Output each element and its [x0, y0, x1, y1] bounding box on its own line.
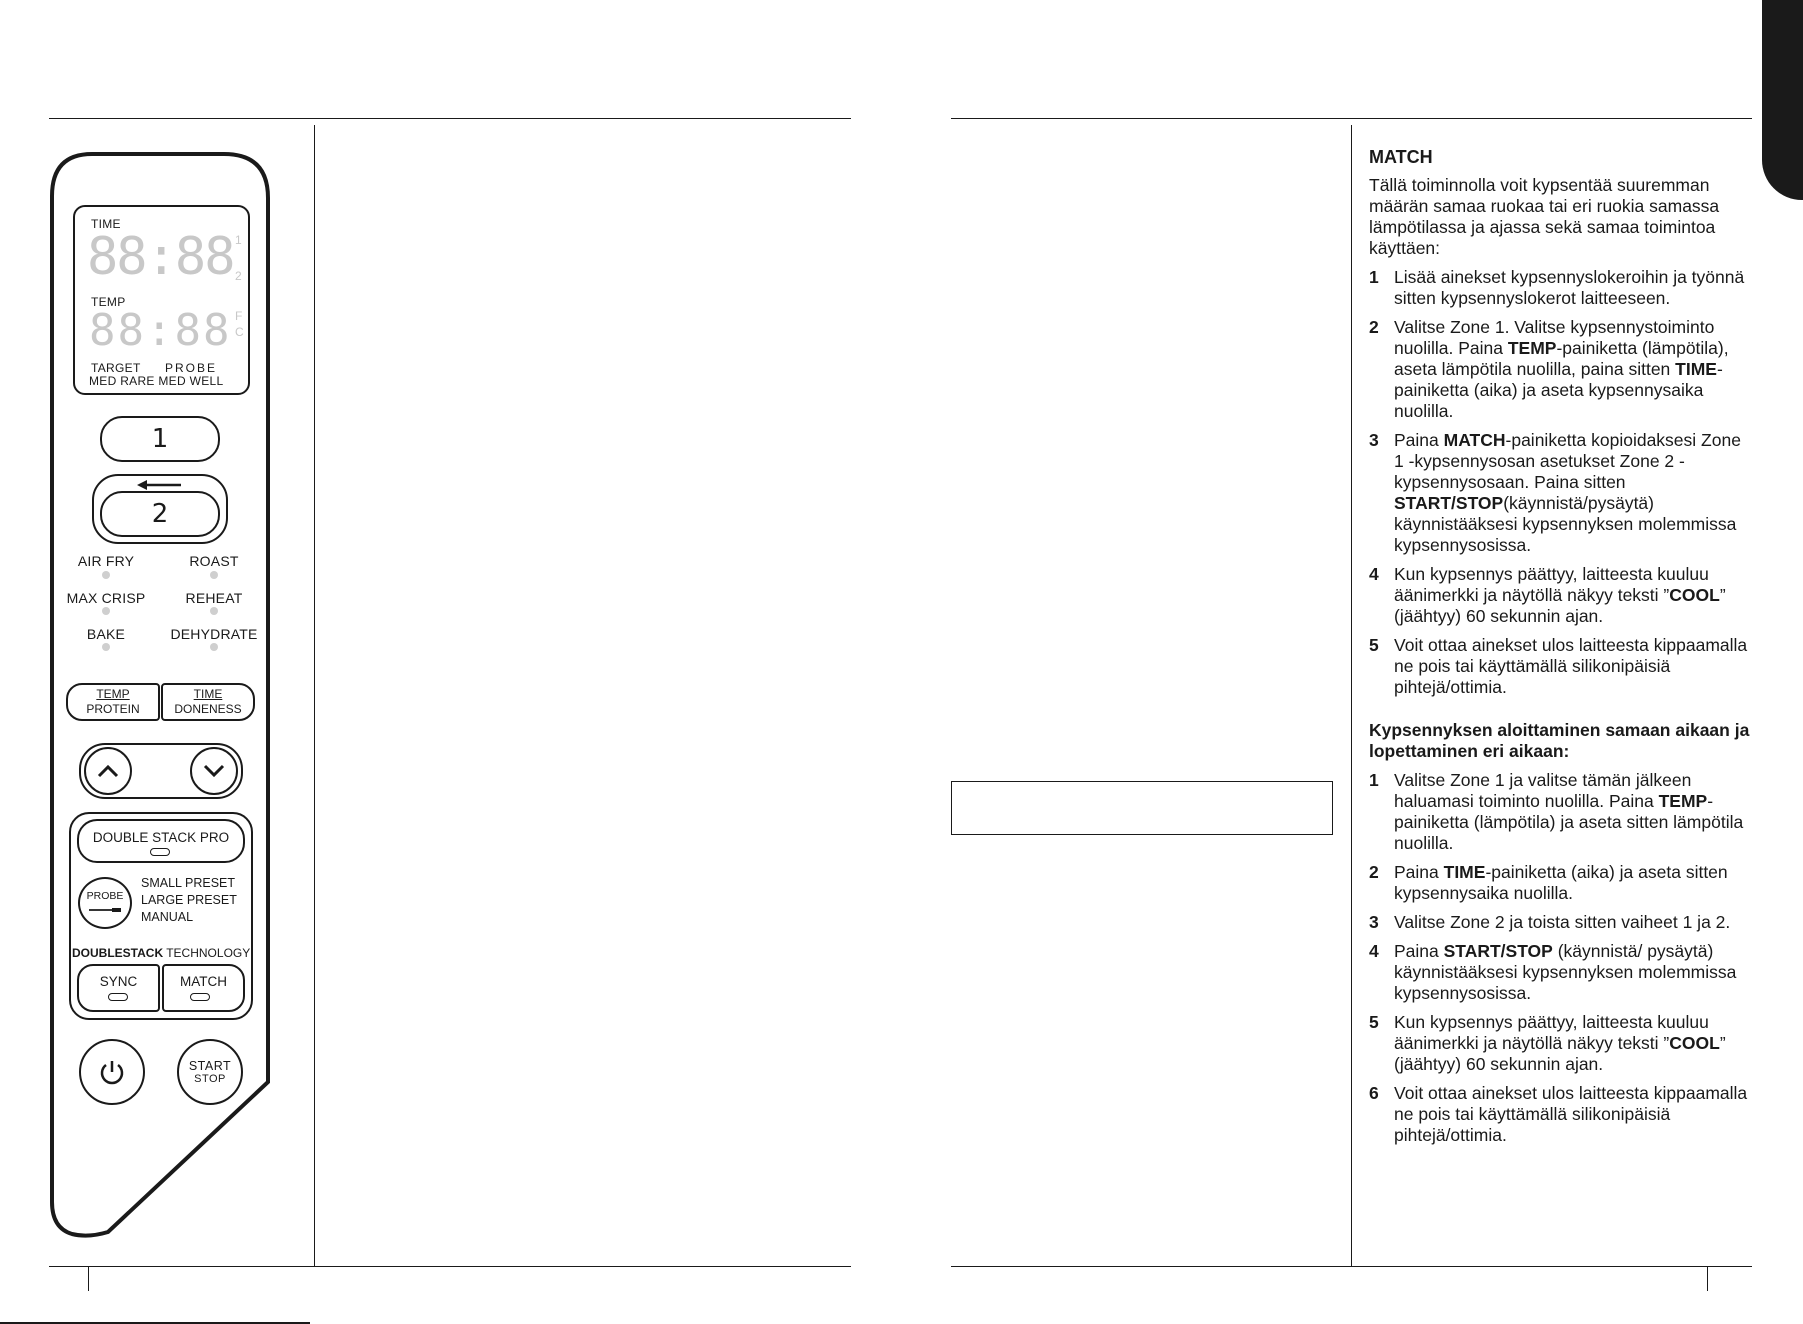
roast-indicator-dot	[210, 571, 218, 579]
match-button[interactable]	[162, 964, 245, 1012]
step-item	[1369, 770, 1754, 854]
step-text: -painiketta kopioidaksesi Zone 1 -kypsennysosan asetukset Zone 2 -kypsennysosaan. Paina sitten	[1394, 430, 1741, 492]
zone-1-button[interactable]	[100, 416, 220, 462]
reheat-indicator-dot	[210, 607, 218, 615]
step-keyword: TEMP	[1658, 791, 1708, 811]
lcd-zone-2-indicator: 2	[235, 269, 242, 283]
section-heading: MATCH	[1369, 147, 1433, 167]
step-text: -painiketta (lämpötila), aseta lämpötila nuolilla, paina sitten	[1394, 338, 1729, 379]
step-number: 6	[1369, 1083, 1379, 1103]
step-text: Kun kypsennys päättyy, laitteesta kuuluu äänimerkki ja näytöllä näkyy teksti ”	[1394, 1012, 1709, 1053]
step-item	[1369, 317, 1754, 422]
lcd-target-label: TARGET	[91, 361, 141, 375]
down-arrow-button[interactable]	[190, 747, 238, 795]
step-item	[1369, 564, 1754, 627]
chevron-up-icon	[97, 764, 119, 778]
double-stack-pro-button[interactable]	[77, 819, 245, 863]
probe-button-label: PROBE	[86, 890, 124, 902]
lcd-doneness-line: MED RARE MED WELL	[89, 374, 224, 388]
lcd-temp-label: TEMP	[91, 295, 126, 309]
temp-button-label: TEMP	[96, 687, 130, 701]
time-doneness-button[interactable]	[161, 683, 255, 721]
step-keyword: START/STOP	[1443, 941, 1553, 961]
lcd-time-digits: 88:88	[87, 227, 234, 287]
function-reheat[interactable]: REHEAT	[185, 590, 243, 606]
empty-note-box	[951, 781, 1333, 835]
step-number: 4	[1369, 564, 1379, 584]
step-text: Valitse Zone 1. Valitse kypsennystoiminto nuolilla. Paina	[1394, 317, 1715, 358]
max-crisp-indicator-dot	[102, 607, 110, 615]
function-bake[interactable]: BAKE	[86, 626, 126, 642]
sync-label: SYNC	[99, 974, 138, 989]
step-number: 2	[1369, 862, 1379, 882]
step-keyword: TEMP	[1507, 338, 1557, 358]
step-number: 5	[1369, 635, 1379, 655]
step-keyword: COOL	[1669, 585, 1720, 605]
step-item	[1369, 912, 1754, 933]
air-fry-indicator-dot	[102, 571, 110, 579]
match-instructions	[1369, 146, 1754, 1154]
step-text: -painiketta (aika) ja aseta kypsennysaika nuolilla.	[1394, 359, 1723, 421]
match-steps-list	[1369, 267, 1754, 698]
double-stack-pro-indicator	[150, 848, 170, 856]
step-keyword: MATCH	[1443, 430, 1506, 450]
match-label: MATCH	[180, 974, 227, 989]
lcd-temp-digits: 88:88	[89, 305, 232, 356]
function-air-fry[interactable]: AIR FRY	[77, 553, 135, 569]
intro-paragraph: Tällä toiminnolla voit kypsentää suuremman määrän samaa ruokaa tai eri ruokia samassa lämpötilassa ja ajassa sekä samaa toimintoa käyttäen:	[1369, 175, 1720, 258]
chevron-down-icon	[203, 764, 225, 778]
lcd-display	[73, 205, 250, 395]
preset-small: SMALL PRESET	[141, 876, 236, 890]
step-text: Voit ottaa ainekset ulos laitteesta kippaamalla ne pois tai käyttämällä silikonipäisiä pihtejä/ottimia.	[1394, 1083, 1748, 1145]
left-footer-tick	[88, 1266, 89, 1291]
power-icon	[98, 1058, 126, 1086]
doublestack-brand: DOUBLESTACK	[72, 946, 164, 960]
step-text: (käynnistä/pysäytä) käynnistääksesi kypsennyksen molemmissa kypsennysosissa.	[1394, 493, 1737, 555]
bake-indicator-dot	[102, 643, 110, 651]
step-number: 1	[1369, 267, 1379, 287]
match-indicator	[190, 993, 210, 1001]
zone-2-button[interactable]	[100, 491, 220, 537]
step-keyword: TIME	[1443, 862, 1486, 882]
left-page-bottom-rule	[49, 1266, 851, 1267]
step-keyword: START/STOP	[1394, 493, 1504, 513]
step-text: -painiketta (lämpötila) ja aseta sitten lämpötila nuolilla.	[1394, 791, 1744, 853]
technology-word: TECHNOLOGY	[163, 946, 251, 960]
lcd-probe-label: PROBE	[165, 361, 218, 375]
step-text: Valitse Zone 1 ja valitse tämän jälkeen haluamasi toiminto nuolilla. Paina	[1394, 770, 1692, 811]
sync-arrow-icon	[135, 478, 183, 492]
stop-label: STOP	[194, 1073, 226, 1085]
step-item	[1369, 862, 1754, 904]
double-stack-pro-label: DOUBLE STACK PRO	[92, 830, 230, 845]
right-column-divider	[1351, 125, 1352, 1266]
step-number: 3	[1369, 912, 1379, 932]
right-page-top-rule	[951, 118, 1752, 119]
staggered-steps-list	[1369, 770, 1754, 1146]
step-number: 4	[1369, 941, 1379, 961]
step-keyword: COOL	[1669, 1033, 1720, 1053]
step-text: Valitse Zone 2 ja toista sitten vaiheet 1 ja 2.	[1394, 912, 1731, 932]
dehydrate-indicator-dot	[210, 643, 218, 651]
step-item	[1369, 1012, 1754, 1075]
doneness-button-label: DONENESS	[174, 702, 242, 716]
step-item	[1369, 267, 1754, 309]
function-max-crisp[interactable]: MAX CRISP	[66, 590, 146, 606]
step-keyword: TIME	[1675, 359, 1717, 379]
step-text: (käynnistä/ pysäytä) käynnistääksesi kypsennyksen molemmissa kypsennysosissa.	[1394, 941, 1737, 1003]
left-column-divider	[314, 125, 315, 1266]
step-item	[1369, 1083, 1754, 1146]
temp-protein-button[interactable]	[66, 683, 160, 721]
lcd-time-label: TIME	[91, 217, 121, 231]
step-text: ” (jäähtyy) 60 sekunnin ajan.	[1394, 585, 1726, 626]
step-text: Voit ottaa ainekset ulos laitteesta kippaamalla ne pois tai käyttämällä silikonipäisiä pihtejä/ottimia.	[1394, 635, 1748, 697]
probe-button[interactable]	[78, 877, 132, 929]
zone-2-label: 2	[151, 499, 169, 529]
right-page-bottom-rule	[951, 1266, 1752, 1267]
function-dehydrate[interactable]: DEHYDRATE	[170, 626, 258, 642]
language-tab	[1762, 0, 1803, 200]
step-number: 2	[1369, 317, 1379, 337]
subheading: Kypsennyksen aloittaminen samaan aikaan ja lopettaminen eri aikaan:	[1369, 720, 1750, 761]
step-text: Paina	[1394, 862, 1444, 882]
step-number: 3	[1369, 430, 1379, 450]
step-number: 1	[1369, 770, 1379, 790]
step-text: Paina	[1394, 941, 1444, 961]
step-number: 5	[1369, 1012, 1379, 1032]
start-label: START	[188, 1059, 232, 1073]
start-stop-button[interactable]	[177, 1039, 243, 1105]
preset-large: LARGE PRESET	[141, 893, 237, 907]
step-text: Lisää ainekset kypsennyslokeroihin ja työnnä sitten kypsennyslokerot laitteeseen.	[1394, 267, 1745, 308]
protein-button-label: PROTEIN	[86, 702, 140, 716]
lcd-celsius-indicator: C	[235, 325, 244, 339]
time-button-label: TIME	[193, 687, 223, 701]
up-arrow-button[interactable]	[84, 747, 132, 795]
step-text: ” (jäähtyy) 60 sekunnin ajan.	[1394, 1033, 1726, 1074]
step-item	[1369, 635, 1754, 698]
function-roast[interactable]: ROAST	[189, 553, 239, 569]
step-text: -painiketta (aika) ja aseta sitten kypsennysaika nuolilla.	[1394, 862, 1728, 903]
lcd-zone-1-indicator: 1	[235, 233, 242, 247]
power-button[interactable]	[79, 1039, 145, 1105]
left-page-top-rule	[49, 118, 851, 119]
sync-button[interactable]	[77, 964, 160, 1012]
doublestack-technology-label	[72, 946, 250, 960]
step-text: Paina	[1394, 430, 1444, 450]
preset-manual: MANUAL	[141, 910, 194, 924]
lcd-fahrenheit-indicator: F	[235, 309, 243, 323]
step-item	[1369, 941, 1754, 1004]
step-text: Kun kypsennys päättyy, laitteesta kuuluu äänimerkki ja näytöllä näkyy teksti ”	[1394, 564, 1709, 605]
probe-icon	[88, 907, 122, 913]
right-footer-tick	[1707, 1266, 1708, 1291]
zone-1-label: 1	[151, 424, 169, 454]
step-item	[1369, 430, 1754, 556]
sync-indicator	[108, 993, 128, 1001]
